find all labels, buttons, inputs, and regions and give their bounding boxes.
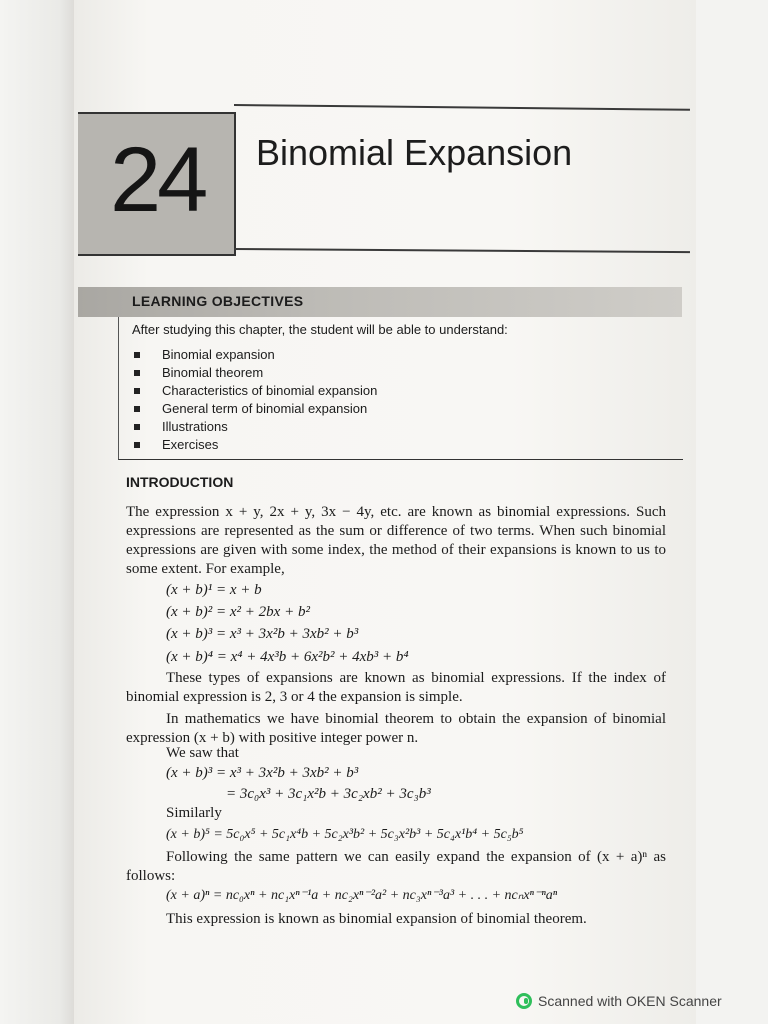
- square-bullet-icon: [134, 388, 140, 394]
- chapter-number: 24: [110, 129, 205, 231]
- list-item: [134, 418, 377, 436]
- we-saw-text: We saw that: [166, 745, 239, 761]
- example-equation: (x + b)³ = x³ + 3x²b + 3xb² + b³: [166, 626, 359, 642]
- similarly-text: Similarly: [166, 805, 222, 821]
- example-equation: (x + b)¹ = x + b: [166, 582, 262, 598]
- list-item: [134, 400, 377, 418]
- theorem-paragraph: In mathematics we have binomial theorem to obtain the expansion of binomial expression (x + b) with positive integer power n.: [126, 711, 666, 746]
- square-bullet-icon: [134, 370, 140, 376]
- oken-logo-icon: [516, 993, 532, 1009]
- fifth-power-expansion: (x + b)⁵ = 5c₀x⁵ + 5c₁x⁴b + 5c₂x³b² + 5c₃x²b³ + 5c₄x¹b⁴ + 5c₅b⁵: [166, 827, 524, 842]
- list-item: [134, 364, 377, 382]
- scanner-watermark: [516, 990, 722, 1012]
- objective-text: General term of binomial expansion: [162, 401, 368, 416]
- chapter-title: Binomial Expansion: [256, 132, 573, 173]
- introduction-heading: INTRODUCTION: [126, 474, 234, 490]
- objective-text: Binomial expansion: [162, 347, 275, 362]
- objective-text: Characteristics of binomial expansion: [162, 383, 378, 398]
- objective-text: Exercises: [162, 437, 219, 452]
- page-gutter: [0, 0, 74, 1024]
- scanner-text: Scanned with OKEN Scanner: [538, 993, 722, 1009]
- square-bullet-icon: [134, 406, 140, 412]
- learning-objectives-heading: LEARNING OBJECTIVES: [132, 293, 304, 309]
- cube-expansion: (x + b)³ = x³ + 3x²b + 3xb² + b³: [166, 765, 359, 781]
- list-item: [134, 346, 377, 364]
- general-binomial-expansion: (x + a)ⁿ = nc₀xⁿ + nc₁xⁿ⁻¹a + nc₂xⁿ⁻²a² + nc₃xⁿ⁻³a³ + . . . + ncₙxⁿ⁻ⁿaⁿ: [166, 888, 558, 903]
- cube-expansion-coefficients: = 3c₀x³ + 3c₁x²b + 3c₂xb² + 3c₃b³: [226, 786, 431, 802]
- page-margin: [696, 0, 768, 1024]
- learning-objectives-list: [134, 346, 377, 454]
- list-item: [134, 436, 377, 454]
- example-equation: (x + b)² = x² + 2bx + b²: [166, 604, 310, 620]
- example-equation: (x + b)⁴ = x⁴ + 4x³b + 6x²b² + 4xb³ + b⁴: [166, 649, 409, 665]
- list-item: [134, 382, 377, 400]
- square-bullet-icon: [134, 442, 140, 448]
- closing-sentence: This expression is known as binomial expansion of binomial theorem.: [166, 911, 587, 927]
- square-bullet-icon: [134, 424, 140, 430]
- objective-text: Illustrations: [162, 419, 228, 434]
- objective-text: Binomial theorem: [162, 365, 264, 380]
- learning-objectives-intro: After studying this chapter, the student will be able to understand:: [132, 322, 508, 337]
- introduction-paragraph: The expression x + y, 2x + y, 3x − 4y, etc. are known as binomial expressions. Such expressions are represented as the sum or difference of two terms. When such binomial expressions are given with some index, the method of their expansions is known to us to some extent. For example,: [126, 504, 666, 577]
- square-bullet-icon: [134, 352, 140, 358]
- expansion-paragraph: These types of expansions are known as binomial expressions. If the index of binomial expression is 2, 3 or 4 the expansion is simple.: [126, 670, 666, 705]
- pattern-paragraph: Following the same pattern we can easily expand the expansion of (x + a)ⁿ as follows:: [126, 849, 666, 884]
